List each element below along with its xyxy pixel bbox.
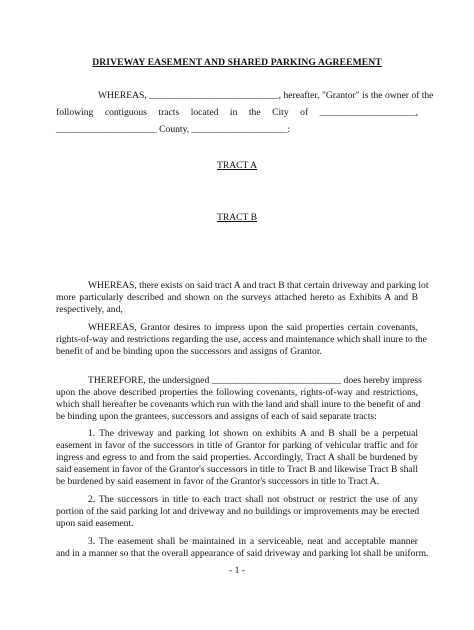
therefore-line-3: which shall hereafter be covenants which run with the land and shall inure to the benefit of and bbox=[56, 399, 421, 410]
therefore-line-1: THEREFORE, the undersigned ___________________________ does hereby impress bbox=[88, 375, 422, 386]
whereas-covenants-line-1: WHEREAS, Grantor desires to impress upon the said properties certain covenants, bbox=[88, 322, 418, 333]
clause-3-line-1: 3. The easement shall be maintained in a serviceable, neat and acceptable manner bbox=[88, 536, 418, 547]
clause-1-line-4: said easement in favor of the Grantor's successors in title to Tract B and likewise Tract B shall bbox=[56, 464, 418, 475]
whereas-grantor-line-1: WHEREAS, ___________________________, hereafter, "Grantor" is the owner of the bbox=[98, 90, 434, 101]
whereas-covenants-line-2: rights-of-way and restrictions regarding the use, access and maintenance which shall inure to the bbox=[56, 334, 427, 345]
therefore-line-2: upon the above described properties the following covenants, rights-of-way and restrictions, bbox=[56, 387, 418, 398]
clause-2-line-1: 2. The successors in title to each tract shall not obstruct or restrict the use of any bbox=[88, 494, 418, 505]
whereas-grantor-line-2: following contiguous tracts located in the City of ____________________, bbox=[56, 107, 418, 118]
clause-1-line-2: easement in favor of the successors in title of Grantor for parking of vehicular traffic and for bbox=[56, 440, 418, 451]
whereas-driveway-line-3: respectively, and, bbox=[56, 304, 123, 315]
therefore-line-4: be binding upon the grantees, successors and assigns of each of said separate tracts: bbox=[56, 411, 377, 422]
whereas-grantor-line-3: _____________________ County, ____________________: bbox=[56, 124, 291, 135]
whereas-driveway-line-1: WHEREAS, there exists on said tract A and tract B that certain driveway and parking lot bbox=[88, 280, 429, 291]
clause-2-line-2: portion of the said parking lot and driveway and no buildings or improvements may be erected bbox=[56, 506, 420, 517]
clause-3-line-2: and in a manner so that the overall appearance of said driveway and parking lot shall be uniform. bbox=[56, 548, 429, 559]
clause-1-line-5: be burdened by said easement in favor of the Grantor's successors in title to Tract A. bbox=[56, 476, 380, 487]
tract-a-heading: TRACT A bbox=[216, 160, 258, 171]
clause-1-line-3: ingress and egress to and from the said properties. Accordingly, Tract A shall be burdened by bbox=[56, 452, 418, 463]
tract-b-heading: TRACT B bbox=[216, 212, 258, 223]
clause-2-line-3: upon said easement. bbox=[56, 518, 134, 529]
document-title: DRIVEWAY EASEMENT AND SHARED PARKING AGREEMENT bbox=[92, 57, 382, 68]
clause-1-line-1: 1. The driveway and parking lot shown on exhibits A and B shall be a perpetual bbox=[88, 428, 418, 439]
page-number: - 1 - bbox=[229, 565, 245, 576]
whereas-covenants-line-3: benefit of and be binding upon the successors and assigns of Grantor. bbox=[56, 346, 322, 357]
whereas-driveway-line-2: more particularly described and shown on the surveys attached hereto as Exhibits A and B bbox=[56, 292, 418, 303]
